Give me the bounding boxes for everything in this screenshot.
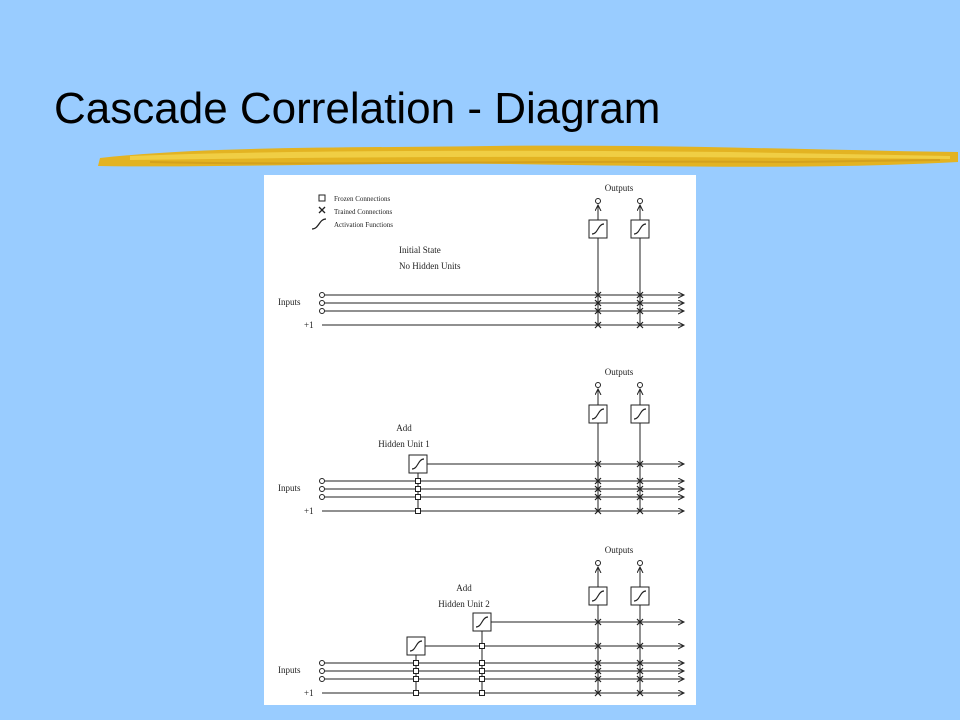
input-node-3 [320,309,325,314]
frozen-connection [480,644,485,649]
input-node-2 [320,669,325,674]
frozen-connection [416,509,421,514]
panel-2 [278,367,684,516]
bias-label: +1 [304,688,314,698]
diagram-panels [278,183,684,698]
inputs-label: Inputs [278,665,301,675]
frozen-connection [480,669,485,674]
frozen-connection [416,479,421,484]
input-node-1 [320,293,325,298]
frozen-connection [416,495,421,500]
panel-1 [278,183,684,330]
title-underline-brush [90,140,960,180]
frozen-connection [480,677,485,682]
input-node-2 [320,301,325,306]
frozen-connection [480,661,485,666]
frozen-connection-legend-icon [319,195,325,201]
figure-svg [264,175,696,705]
legend-activation-label: Activation Functions [334,221,393,229]
input-node-3 [320,677,325,682]
input-node-2 [320,487,325,492]
output-node-2 [638,199,643,204]
output-node-2 [638,561,643,566]
legend-frozen-label: Frozen Connections [334,195,391,203]
slide-title: Cascade Correlation - Diagram [54,84,661,133]
outputs-label: Outputs [604,367,634,377]
bias-label: +1 [304,320,314,330]
input-node-1 [320,479,325,484]
caption-line-1: Add [456,583,472,593]
frozen-connection [480,691,485,696]
frozen-connection [414,691,419,696]
panel-3 [278,545,684,698]
trained-connection-legend-icon [319,207,325,213]
frozen-connection [414,669,419,674]
legend [312,195,393,229]
caption-line-1: Add [396,423,412,433]
frozen-connection [416,487,421,492]
output-node-1 [596,383,601,388]
activation-function-legend-icon [312,219,326,229]
inputs-label: Inputs [278,297,301,307]
outputs-label: Outputs [604,183,634,193]
caption-line-2: Hidden Unit 1 [378,439,430,449]
inputs-label: Inputs [278,483,301,493]
legend-trained-label: Trained Connections [334,208,393,216]
frozen-connection [414,677,419,682]
caption-line-2: Hidden Unit 2 [438,599,490,609]
output-node-1 [596,199,601,204]
cascade-correlation-figure [264,175,696,705]
frozen-connection [414,661,419,666]
caption-line-2: No Hidden Units [399,261,461,271]
caption-line-1: Initial State [399,245,441,255]
outputs-label: Outputs [604,545,634,555]
output-node-1 [596,561,601,566]
input-node-1 [320,661,325,666]
bias-label: +1 [304,506,314,516]
output-node-2 [638,383,643,388]
input-node-3 [320,495,325,500]
